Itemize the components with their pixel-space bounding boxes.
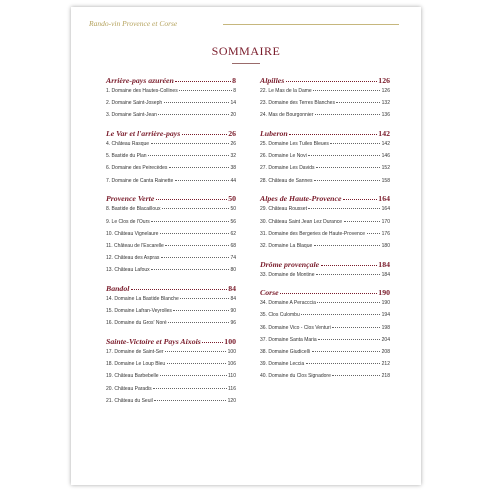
- toc-section-heading[interactable]: [260, 260, 390, 272]
- section-title: Provence Verte: [106, 194, 155, 204]
- toc-entry[interactable]: [106, 320, 236, 332]
- entry-label: 38. Domaine Giudicelli: [260, 349, 311, 355]
- entry-label: 26. Domaine Le Novi: [260, 153, 307, 160]
- leader-dots: [332, 375, 380, 376]
- leader-dots: [280, 293, 377, 294]
- toc-entry[interactable]: [106, 206, 236, 218]
- leader-dots: [164, 102, 229, 103]
- entry-page-number: 84: [230, 295, 236, 302]
- leader-dots: [161, 257, 229, 258]
- entry-label: 10. Château Vignelaure: [106, 230, 159, 237]
- entry-page-number: 116: [228, 385, 236, 392]
- entry-page-number: 120: [227, 397, 236, 404]
- section-page-number: 84: [228, 283, 236, 293]
- toc-entry[interactable]: [106, 243, 236, 255]
- toc-entry[interactable]: [106, 349, 236, 361]
- page-title: SOMMAIRE: [211, 44, 281, 58]
- entry-label: 23. Domaine des Terres Blanches: [260, 100, 335, 107]
- entry-label: 1. Domaine des Hautes-Collines: [106, 88, 178, 94]
- toc-entry[interactable]: [260, 153, 390, 165]
- leader-dots: [317, 302, 380, 303]
- running-head-rule: [223, 24, 399, 25]
- leader-dots: [314, 245, 380, 246]
- section-title: Alpilles: [260, 76, 285, 85]
- entry-label: 30. Château Saint Jean Lez Durance: [260, 218, 342, 225]
- leader-dots: [153, 388, 226, 389]
- leader-dots: [156, 199, 227, 200]
- entry-label: 16. Domaine du Gros' Noré: [106, 320, 167, 327]
- toc-section-heading[interactable]: [106, 129, 236, 141]
- entry-page-number: 50: [230, 206, 236, 213]
- entry-label: 40. Domaine du Clos Signadore: [260, 373, 331, 380]
- entry-label: 24. Mas de Bourgonnier: [260, 112, 314, 119]
- entry-label: 21. Château du Seuil: [106, 397, 153, 404]
- entry-label: 25. Domaine Les Tuiles Bleues: [260, 141, 329, 148]
- entry-page-number: 194: [381, 312, 390, 319]
- leader-dots: [301, 314, 380, 315]
- toc-entry[interactable]: [106, 398, 236, 410]
- entry-label: 6. Domaine des Peirecèdes: [106, 165, 168, 172]
- toc-entry[interactable]: [106, 219, 236, 231]
- leader-dots: [160, 233, 229, 234]
- leader-dots: [318, 339, 380, 340]
- toc-entry[interactable]: [260, 206, 390, 218]
- entry-label: 19. Château Barbebelle: [106, 373, 159, 380]
- toc-section-heading[interactable]: [260, 129, 390, 141]
- toc-entry[interactable]: [260, 373, 390, 385]
- toc-entry[interactable]: [260, 300, 390, 312]
- entry-page-number: 158: [381, 177, 390, 184]
- section-page-number: 184: [378, 259, 390, 269]
- toc-entry[interactable]: [106, 178, 236, 190]
- title-underline: [232, 63, 260, 64]
- section-title: Corse: [260, 288, 279, 298]
- entry-page-number: 74: [230, 255, 236, 262]
- toc-entry[interactable]: [106, 141, 236, 153]
- toc-entry[interactable]: [106, 296, 236, 308]
- leader-dots: [336, 102, 380, 103]
- leader-dots: [165, 245, 229, 246]
- entry-label: 32. Domaine La Blaque: [260, 242, 313, 249]
- leader-dots: [148, 155, 229, 156]
- toc-entry[interactable]: [260, 361, 390, 373]
- leader-dots: [151, 269, 229, 270]
- toc-entry[interactable]: [106, 153, 236, 165]
- entry-label: 28. Château de Sannes: [260, 177, 313, 184]
- entry-label: 4. Château Rasque: [106, 141, 150, 148]
- section-page-number: 126: [378, 76, 390, 85]
- toc-section-heading[interactable]: [260, 194, 390, 206]
- toc-entry[interactable]: [106, 231, 236, 243]
- leader-dots: [306, 363, 380, 364]
- leader-dots: [173, 310, 229, 311]
- entry-page-number: 38: [230, 165, 236, 172]
- entry-label: 3. Domaine Saint-Jean: [106, 112, 157, 119]
- entry-page-number: 56: [230, 218, 236, 225]
- entry-label: 14. Domaine La Bastide Blanche: [106, 295, 179, 302]
- entry-page-number: 170: [381, 218, 390, 225]
- toc-section-heading[interactable]: [106, 76, 236, 88]
- leader-dots: [344, 221, 381, 222]
- leader-dots: [175, 180, 229, 181]
- entry-page-number: 218: [381, 373, 390, 380]
- entry-page-number: 204: [381, 336, 390, 343]
- entry-label: 15. Domaine Lafran-Veyrolles: [106, 308, 172, 315]
- entry-page-number: 20: [230, 112, 236, 119]
- leader-dots: [321, 265, 377, 266]
- leader-dots: [182, 134, 227, 135]
- leader-dots: [151, 143, 229, 144]
- toc-entry[interactable]: [260, 312, 390, 324]
- toc-entry[interactable]: [106, 373, 236, 385]
- toc-section-heading[interactable]: [106, 337, 236, 349]
- entry-page-number: 68: [230, 242, 236, 249]
- section-title: Sainte-Victoire et Pays Aixois: [106, 337, 201, 346]
- entry-label: 22. Le Mas de la Dame: [260, 88, 312, 94]
- entry-page-number: 212: [381, 361, 390, 368]
- section-title: Le Var et l'arrière-pays: [106, 129, 181, 139]
- toc-entry[interactable]: [260, 349, 390, 361]
- entry-label: 20. Château Paradis: [106, 385, 152, 392]
- entry-label: 17. Domaine de Saint-Ser: [106, 349, 164, 355]
- section-title: Alpes de Haute-Provence: [260, 194, 342, 204]
- section-page-number: 142: [378, 129, 390, 139]
- entry-label: 9. Le Clos de l'Ours: [106, 218, 150, 225]
- leader-dots: [332, 327, 380, 328]
- leader-dots: [314, 180, 380, 181]
- leader-dots: [316, 274, 380, 275]
- leader-dots: [367, 233, 381, 234]
- leader-dots: [162, 208, 229, 209]
- entry-page-number: 132: [381, 100, 390, 107]
- entry-page-number: 164: [381, 206, 390, 213]
- toc-entry[interactable]: [106, 112, 236, 124]
- toc-entry[interactable]: [106, 386, 236, 398]
- toc-entry[interactable]: [260, 141, 390, 153]
- toc-entry[interactable]: [106, 308, 236, 320]
- entry-page-number: 180: [381, 242, 390, 249]
- section-title: Luberon: [260, 129, 288, 139]
- entry-page-number: 14: [230, 100, 236, 107]
- toc-section-heading[interactable]: [106, 284, 236, 296]
- section-title: Bandol: [106, 283, 130, 293]
- entry-page-number: 142: [381, 141, 390, 148]
- entry-label: 35. Clos Culombu: [260, 312, 300, 319]
- section-page-number: 8: [232, 76, 236, 85]
- toc-entry[interactable]: [260, 165, 390, 177]
- entry-page-number: 26: [230, 141, 236, 148]
- leader-dots: [286, 81, 377, 82]
- entry-label: 13. Château Lafoux: [106, 267, 150, 274]
- entry-label: 2. Domaine Saint-Joseph: [106, 100, 163, 107]
- leader-dots: [175, 81, 230, 82]
- entry-label: 33. Domaine de Montine: [260, 271, 315, 278]
- entry-label: 29. Château Rousset: [260, 206, 307, 213]
- leader-dots: [165, 351, 226, 352]
- section-page-number: 50: [228, 194, 236, 204]
- entry-label: 31. Domaine des Bergeries de Haute-Provence: [260, 230, 366, 237]
- leader-dots: [160, 375, 226, 376]
- entry-page-number: 208: [381, 349, 390, 355]
- entry-label: 11. Château de l'Escarelle: [106, 242, 164, 249]
- entry-page-number: 44: [230, 177, 236, 184]
- entry-page-number: 106: [227, 361, 236, 368]
- toc-entry[interactable]: [260, 337, 390, 349]
- entry-page-number: 198: [381, 324, 390, 331]
- leader-dots: [131, 289, 227, 290]
- entry-page-number: 146: [381, 153, 390, 160]
- entry-label: 12. Château des Aspras: [106, 255, 160, 262]
- section-page-number: 190: [378, 288, 390, 298]
- toc-entry[interactable]: [260, 219, 390, 231]
- leader-dots: [154, 400, 226, 401]
- leader-dots: [151, 221, 229, 222]
- section-page-number: 26: [228, 129, 236, 139]
- entry-page-number: 80: [230, 267, 236, 274]
- toc-entry[interactable]: [106, 267, 236, 279]
- entry-label: 36. Domaine Vico - Clos Venturi: [260, 324, 331, 331]
- entry-label: 27. Domaine Les Davids: [260, 165, 315, 172]
- entry-label: 7. Domaine de Canta Rainette: [106, 177, 174, 184]
- leader-dots: [202, 342, 223, 343]
- entry-label: 39. Domaine Leccia: [260, 361, 305, 368]
- entry-page-number: 126: [381, 88, 390, 94]
- toc-entry[interactable]: [106, 165, 236, 177]
- toc-section-heading[interactable]: [106, 194, 236, 206]
- toc-entry[interactable]: [106, 255, 236, 267]
- toc-entry[interactable]: [106, 100, 236, 112]
- leader-dots: [330, 143, 380, 144]
- entry-page-number: 152: [381, 165, 390, 172]
- entry-page-number: 100: [227, 349, 236, 355]
- entry-page-number: 176: [381, 230, 390, 237]
- entry-page-number: 184: [381, 271, 390, 278]
- leader-dots: [168, 322, 229, 323]
- entry-page-number: 110: [228, 373, 236, 380]
- entry-page-number: 190: [381, 300, 390, 307]
- toc-section-heading[interactable]: [260, 76, 390, 88]
- entry-label: 8. Bastide de Blacailloux: [106, 206, 161, 213]
- leader-dots: [315, 114, 380, 115]
- running-head: Rando-vin Provence et Corse: [89, 19, 178, 28]
- leader-dots: [308, 155, 380, 156]
- leader-dots: [179, 90, 232, 91]
- entry-page-number: 32: [230, 153, 236, 160]
- entry-label: 37. Domaine Santa Maria: [260, 336, 317, 343]
- section-title: Arrière-pays azuréen: [106, 76, 174, 85]
- toc-entry[interactable]: [106, 361, 236, 373]
- entry-page-number: 96: [230, 320, 236, 327]
- leader-dots: [316, 167, 380, 168]
- book-page: [71, 7, 421, 485]
- toc-entry[interactable]: [260, 325, 390, 337]
- leader-dots: [308, 208, 380, 209]
- leader-dots: [343, 199, 377, 200]
- toc-entry[interactable]: [260, 272, 390, 284]
- entry-page-number: 8: [233, 88, 236, 94]
- toc-column-left: [106, 76, 236, 410]
- leader-dots: [313, 90, 380, 91]
- toc-entry[interactable]: [106, 88, 236, 100]
- entry-label: 5. Bastide du Plan: [106, 153, 147, 160]
- entry-label: 18. Domaine Le Loup Bleu: [106, 361, 166, 368]
- toc-entry[interactable]: [260, 112, 390, 124]
- toc-entry[interactable]: [260, 231, 390, 243]
- toc-entry[interactable]: [260, 100, 390, 112]
- section-page-number: 164: [378, 194, 390, 204]
- section-title: Drôme provençale: [260, 259, 320, 269]
- entry-page-number: 90: [230, 308, 236, 315]
- toc-column-right: [260, 76, 390, 386]
- entry-label: 34. Domaine A Peracccia: [260, 300, 316, 307]
- toc-entry[interactable]: [260, 178, 390, 190]
- leader-dots: [167, 363, 226, 364]
- toc-entry[interactable]: [260, 243, 390, 255]
- entry-page-number: 136: [381, 112, 390, 119]
- section-page-number: 100: [224, 337, 236, 346]
- leader-dots: [180, 298, 229, 299]
- entry-page-number: 62: [230, 230, 236, 237]
- leader-dots: [312, 351, 381, 352]
- leader-dots: [169, 167, 229, 168]
- leader-dots: [158, 114, 229, 115]
- toc-section-heading[interactable]: [260, 288, 390, 300]
- toc-entry[interactable]: [260, 88, 390, 100]
- leader-dots: [289, 134, 377, 135]
